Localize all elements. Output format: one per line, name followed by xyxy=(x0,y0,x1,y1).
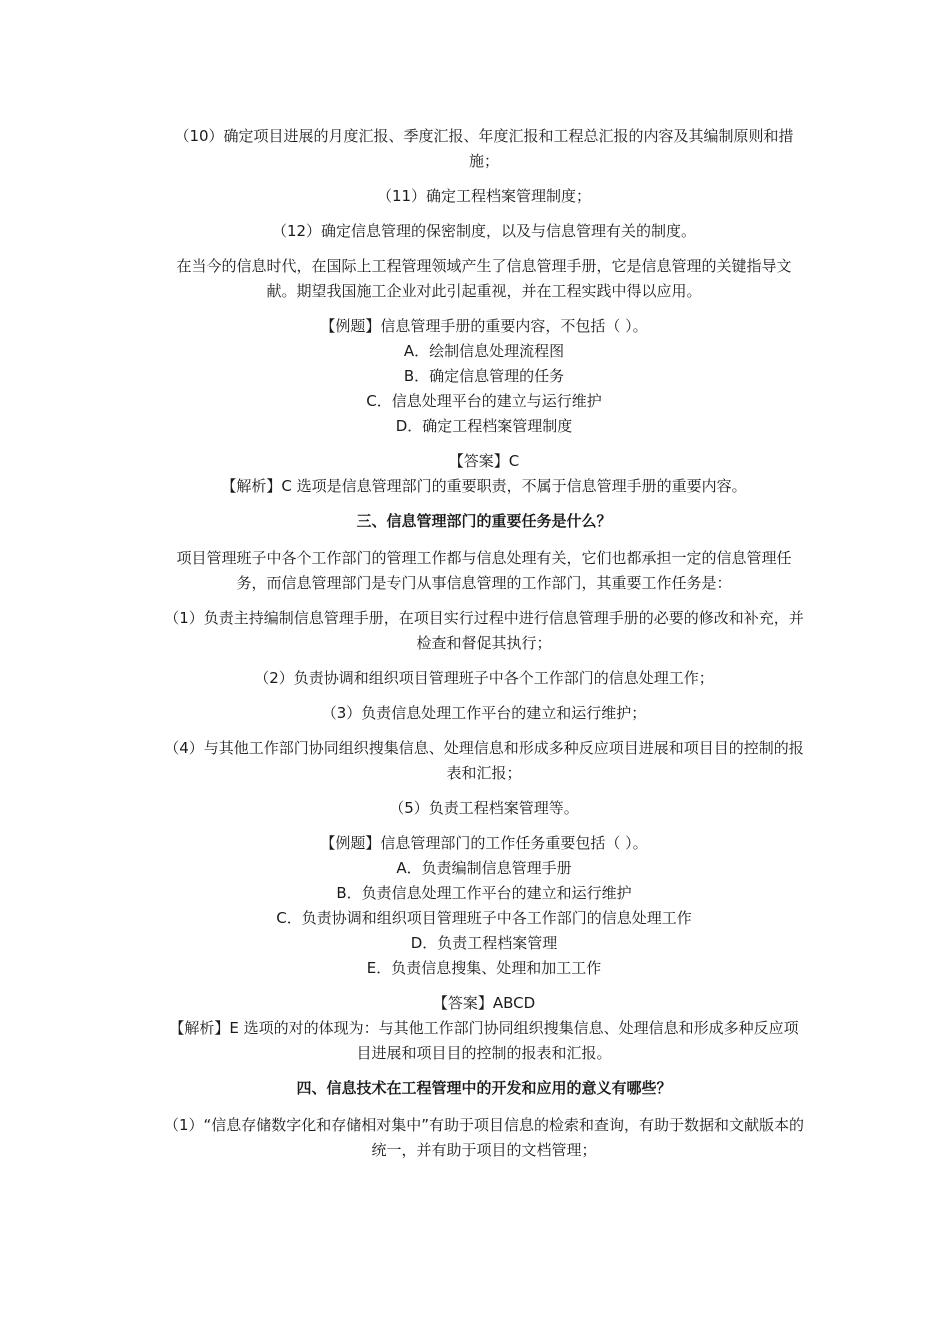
list-item-11: （11）确定工程档案管理制度； xyxy=(376,187,592,205)
example-question: 【例题】信息管理手册的重要内容，不包括（ ）。 xyxy=(320,317,648,335)
example-analysis: 【解析】C 选项是信息管理部门的重要职责，不属于信息管理手册的重要内容。 xyxy=(221,477,747,495)
list-item: （1）“信息存储数字化和存储相对集中”有助于项目信息的检索和查询，有助于数据和文献版本的统一，并有助于项目的文档管理； xyxy=(163,1116,805,1159)
task-item: （4）与其他工作部门协同组织搜集信息、处理信息和形成多种反应项目进展和项目目的控制的报表和汇报； xyxy=(164,739,804,782)
example-option: E．负责信息搜集、处理和加工工作 xyxy=(366,959,602,977)
section-heading: 三、信息管理部门的重要任务是什么？ xyxy=(356,512,612,530)
paragraph-department: 项目管理班子中各个工作部门的管理工作都与信息处理有关，它们也都承担一定的信息管理任务，而信息管理部门是专门从事信息管理的工作部门，其重要工作任务是： xyxy=(176,549,792,592)
task-item: （3）负责信息处理工作平台的建立和运行维护； xyxy=(321,704,647,722)
list-item-12: （12）确定信息管理的保密制度，以及与信息管理有关的制度。 xyxy=(271,222,697,240)
example-answer: 【答案】ABCD xyxy=(432,994,536,1012)
example-option: B．负责信息处理工作平台的建立和运行维护 xyxy=(336,884,632,902)
example-option: C．负责协调和组织项目管理班子中各工作部门的信息处理工作 xyxy=(276,909,692,927)
list-item-10: （10）确定项目进展的月度汇报、季度汇报、年度汇报和工程总汇报的内容及其编制原则和措施； xyxy=(174,127,794,170)
section-heading: 四、信息技术在工程管理中的开发和应用的意义有哪些？ xyxy=(296,1079,672,1097)
task-item: （1）负责主持编制信息管理手册，在项目实行过程中进行信息管理手册的必要的修改和补充，并检查和督促其执行； xyxy=(164,609,804,652)
example-analysis: 【解析】E 选项的对的体现为：与其他工作部门协同组织搜集信息、处理信息和形成多种反应项目进展和项目目的控制的报表和汇报。 xyxy=(169,1019,799,1062)
document-body xyxy=(163,124,805,1173)
task-item: （2）负责协调和组织项目管理班子中各个工作部门的信息处理工作； xyxy=(254,669,714,687)
task-item: （5）负责工程档案管理等。 xyxy=(389,799,579,817)
example-answer: 【答案】C xyxy=(448,452,520,470)
example-option: C．信息处理平台的建立与运行维护 xyxy=(366,392,602,410)
example-option: D．负责工程档案管理 xyxy=(410,934,558,952)
example-option: A．绘制信息处理流程图 xyxy=(403,342,565,360)
example-option: A．负责编制信息管理手册 xyxy=(396,859,572,877)
example-option: D．确定工程档案管理制度 xyxy=(395,417,573,435)
example-option: B．确定信息管理的任务 xyxy=(403,367,565,385)
paragraph-manual: 在当今的信息时代，在国际上工程管理领域产生了信息管理手册，它是信息管理的关键指导文献。期望我国施工企业对此引起重视，并在工程实践中得以应用。 xyxy=(176,257,792,300)
example-question: 【例题】信息管理部门的工作任务重要包括（ ）。 xyxy=(320,834,648,852)
